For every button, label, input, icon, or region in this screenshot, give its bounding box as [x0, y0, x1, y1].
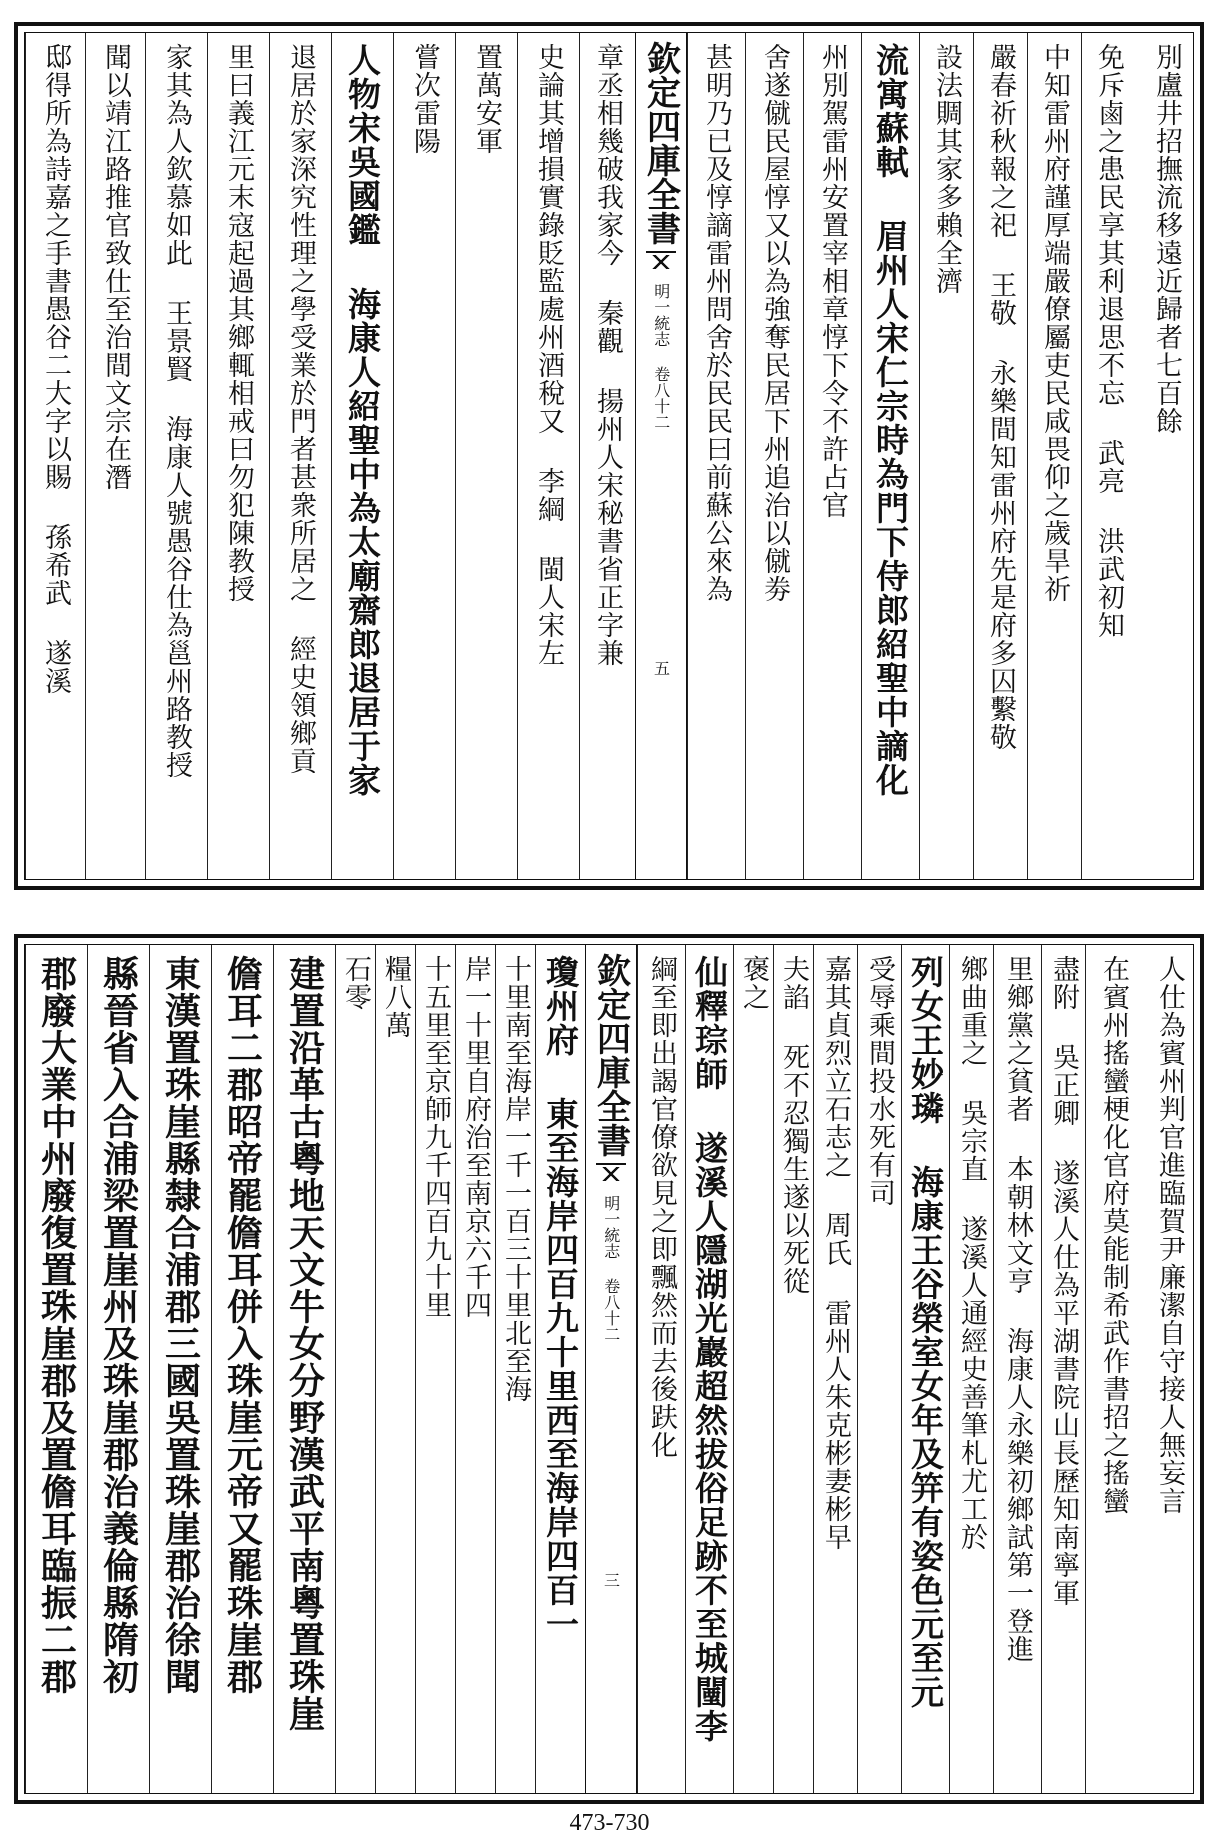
text-column	[1135, 33, 1198, 879]
column-text: 里曰義江元末寇起過其鄉輒相戒曰勿犯陳教授	[223, 43, 254, 603]
section-heading: 人物宋吳國鑑 海康人紹聖中為太廟齋郎退居于家	[343, 43, 382, 797]
column-text: 縣晉省入合浦梁置崖州及珠崖郡治義倫縣隋初	[97, 955, 140, 1695]
text-column	[393, 33, 455, 879]
section-heading: 列女王妙璘 海康王谷榮室女年及笄有姿色元至元	[906, 955, 945, 1709]
column-text: 鄉曲重之 吳宗直 遂溪人通經史善筆札尤工於	[956, 955, 987, 1551]
text-column	[857, 945, 901, 1793]
column-text: 別盧井招撫流移遠近歸者七百餘	[1151, 43, 1182, 435]
text-column	[87, 945, 149, 1793]
text-column	[1141, 945, 1198, 1793]
column-text: 石零	[340, 955, 371, 1011]
section-heading: 流寓蘇軾 眉州人宋仁宗時為門下侍郎紹聖中謫化	[871, 43, 910, 797]
text-column	[335, 945, 375, 1793]
text-column	[517, 33, 579, 879]
text-column	[25, 33, 85, 879]
text-column	[773, 945, 813, 1793]
spine-page-number: 五	[651, 660, 671, 676]
column-text: 人仕為賓州判官進臨賀尹廉潔自守接人無妄言	[1154, 955, 1185, 1515]
column-text: 置萬安軍	[471, 43, 502, 155]
text-column	[375, 945, 415, 1793]
text-column	[273, 945, 335, 1793]
text-column	[495, 945, 535, 1793]
column-text: 免斥鹵之患民享其利退思不忘 武亮 洪武初知	[1093, 43, 1124, 639]
column-text: 邸得所為詩嘉之手書愚谷二大字以賜 孫希武 遂溪	[40, 43, 71, 695]
fish-tail-icon	[646, 251, 676, 273]
column-text: 章丞相幾破我家今 秦觀 揚州人宋秘書省正字兼	[592, 43, 623, 667]
column-text: 岸一十里自府治至南京六千四	[460, 955, 491, 1319]
scan-page-number: 473-730	[569, 1810, 650, 1836]
text-column	[803, 33, 861, 879]
column-text: 盡附 吳正卿 遂溪人仕為平湖書院山長歷知南寧軍	[1048, 955, 1079, 1607]
column-text: 舍遂僦民屋惇又以為強奪民居下州追治以僦劵	[759, 43, 790, 603]
section-heading: 仙釋琮師 遂溪人隱湖光巖超然拔俗足跡不至城闉李	[690, 955, 729, 1743]
column-text: 甚明乃已及惇謫雷州問舍於民民曰前蘇公來為	[701, 43, 732, 603]
text-column	[149, 945, 211, 1793]
top-page-frame	[24, 32, 1194, 880]
bottom-page	[14, 934, 1204, 1804]
spine-page-number: 三	[601, 1572, 621, 1588]
text-column	[579, 33, 635, 879]
text-column	[1085, 945, 1141, 1793]
section-heading: 建置沿革古粵地天文牛女分野漢武平南粵置珠崖	[283, 955, 326, 1732]
column-text: 糧八萬	[380, 955, 411, 1039]
page-spine	[635, 33, 687, 879]
column-text: 受辱乘間投水死有司	[864, 955, 895, 1207]
text-column	[145, 33, 207, 879]
text-column	[1027, 33, 1081, 879]
text-column	[733, 945, 773, 1793]
column-text: 十五里至京師九千四百九十里	[420, 955, 451, 1319]
text-column	[535, 945, 585, 1793]
column-text: 十里南至海岸一千一百三十里北至海	[500, 955, 531, 1403]
column-text: 聞以靖江路推官致仕至治間文宗在潛	[100, 43, 131, 491]
spine-volume: 明一統志 卷八十二	[601, 1195, 621, 1342]
column-text: 州別駕雷州安置宰相章惇下令不許占官	[817, 43, 848, 519]
column-text: 綱至即出謁官僚欲見之即飄然而去後趺化	[646, 955, 677, 1459]
section-heading: 瓊州府 東至海岸四百九十里西至海岸四百一	[541, 955, 580, 1641]
text-column	[85, 33, 145, 879]
text-column	[269, 33, 331, 879]
text-column	[207, 33, 269, 879]
page-spine	[585, 945, 637, 1793]
column-text: 在賓州搖蠻梗化官府莫能制希武作書招之搖蠻	[1098, 955, 1129, 1515]
column-text: 設法賙其家多賴全濟	[931, 43, 962, 295]
text-column	[685, 945, 733, 1793]
column-text: 家其為人欽慕如此 王景賢 海康人號愚谷仕為邕州路教授	[161, 43, 192, 779]
column-text: 郡廢大業中州廢復置珠崖郡及置儋耳臨振二郡	[35, 955, 78, 1695]
text-column	[687, 33, 745, 879]
column-text: 嘉其貞烈立石志之 周氏 雷州人朱克彬妻彬早	[820, 955, 851, 1551]
text-column	[455, 33, 517, 879]
column-text: 嚴春祈秋報之祀 王敬 永樂間知雷州府先是府多囚繫敬	[985, 43, 1016, 751]
text-column	[1041, 945, 1085, 1793]
text-column	[211, 945, 273, 1793]
text-column	[331, 33, 393, 879]
column-text: 夫諂 死不忍獨生遂以死從	[778, 955, 809, 1295]
text-column	[745, 33, 803, 879]
column-text: 東漢置珠崖縣隸合浦郡三國吳置珠崖郡治徐聞	[159, 955, 202, 1695]
text-column	[25, 945, 87, 1793]
text-column	[637, 945, 685, 1793]
text-column	[813, 945, 857, 1793]
text-column	[901, 945, 949, 1793]
column-text: 儋耳二郡昭帝罷儋耳併入珠崖元帝又罷珠崖郡	[221, 955, 264, 1695]
column-text: 史論其增損實錄貶監處州酒稅又 李綱 閩人宋左	[533, 43, 564, 667]
text-column	[949, 945, 993, 1793]
text-column	[1081, 33, 1135, 879]
text-column	[415, 945, 455, 1793]
fish-tail-icon	[596, 1163, 626, 1185]
spine-title: 欽定四庫全書	[640, 41, 681, 245]
top-page	[14, 22, 1204, 890]
text-column	[455, 945, 495, 1793]
spine-volume: 明一統志 卷八十二	[651, 283, 671, 430]
bottom-page-frame	[24, 944, 1194, 1794]
text-column	[919, 33, 973, 879]
text-column	[993, 945, 1041, 1793]
column-text: 中知雷州府謹厚端嚴僚屬吏民咸畏仰之歲旱祈	[1039, 43, 1070, 603]
column-text: 嘗次雷陽	[409, 43, 440, 155]
column-text: 褒之	[738, 955, 769, 1011]
column-text: 里鄉黨之貧者 本朝林文亨 海康人永樂初鄉試第一登進	[1002, 955, 1033, 1663]
column-text: 退居於家深究性理之學受業於門者甚衆所居之 經史領鄉貢	[285, 43, 316, 775]
text-column	[973, 33, 1027, 879]
spine-title: 欽定四庫全書	[590, 953, 631, 1157]
text-column	[861, 33, 919, 879]
